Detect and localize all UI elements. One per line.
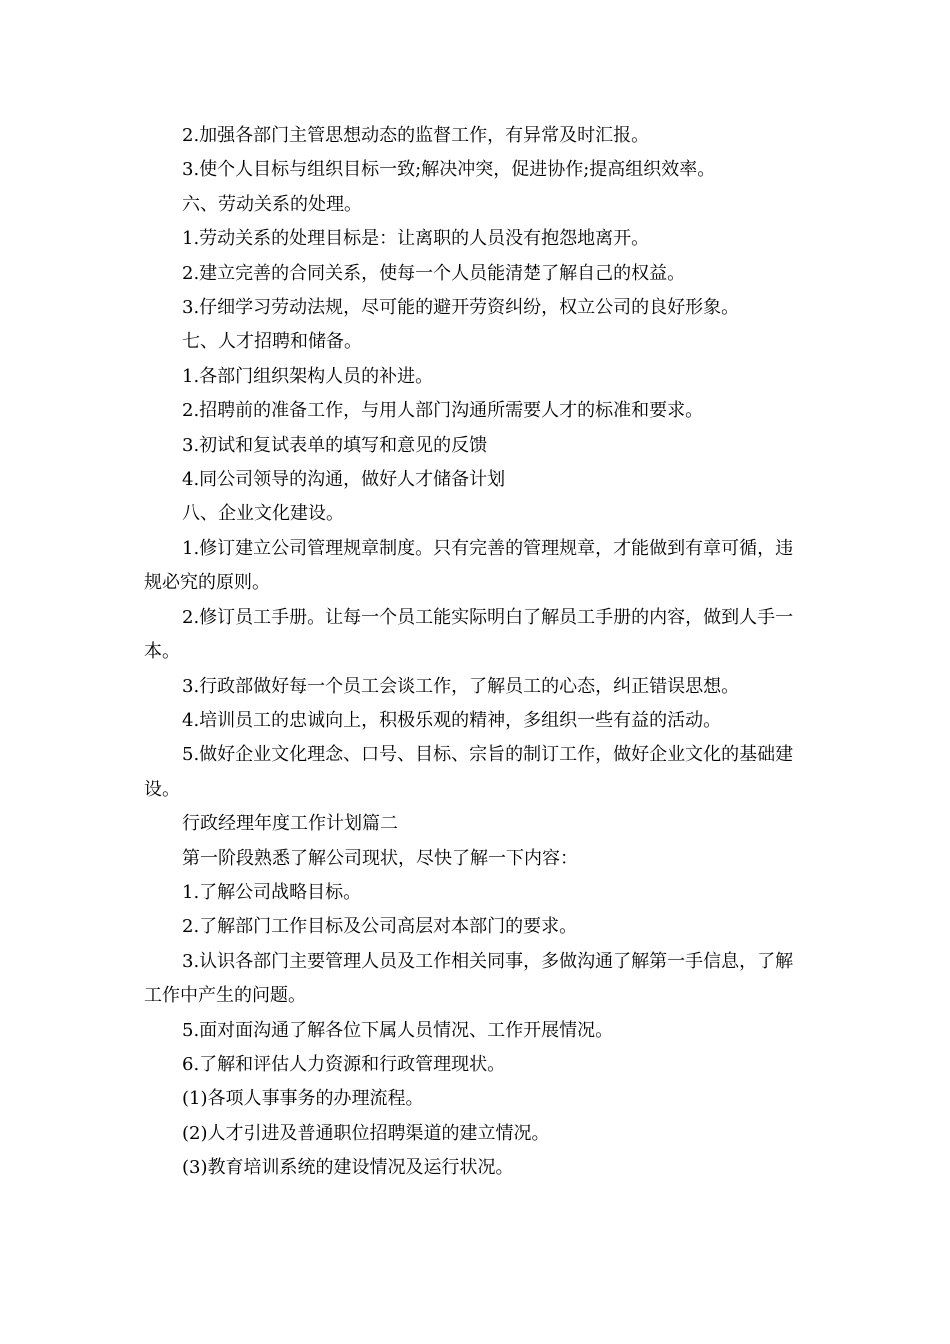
text-line: 3.初试和复试表单的填写和意见的反馈 xyxy=(182,434,488,456)
document-subtitle: 行政经理年度工作计划篇二 xyxy=(182,813,398,835)
text-line: (2)人才引进及普通职位招聘渠道的建立情况。 xyxy=(182,1122,550,1144)
paragraph: 5.做好企业文化理念、口号、目标、宗旨的制订工作，做好企业文化的基础建设。 xyxy=(144,744,794,800)
paragraph: 3.认识各部门主要管理人员及工作相关同事，多做沟通了解第一手信息，了解工作中产生的问题。 xyxy=(144,950,794,1007)
section-heading: 八、企业文化建设。 xyxy=(182,503,344,525)
section-heading: 六、劳动关系的处理。 xyxy=(182,193,362,215)
text-line: 1.劳动关系的处理目标是：让离职的人员没有抱怨地离开。 xyxy=(182,228,650,250)
text-line: (3)教育培训系统的建设情况及运行状况。 xyxy=(182,1157,514,1179)
text-line: 5.面对面沟通了解各位下属人员情况、工作开展情况。 xyxy=(182,1019,614,1041)
text-line: 3.仔细学习劳动法规，尽可能的避开劳资纠纷，权立公司的良好形象。 xyxy=(182,297,740,319)
text-line: 4.培训员工的忠诚向上，积极乐观的精神，多组织一些有益的活动。 xyxy=(182,709,722,731)
text-line: (1)各项人事事务的办理流程。 xyxy=(182,1088,424,1110)
paragraph: 2.修订员工手册。让每一个员工能实际明白了解员工手册的内容，做到人手一本。 xyxy=(144,606,794,663)
document-body xyxy=(144,119,804,1186)
text-line: 2.建立完善的合同关系，使每一个人员能清楚了解自己的权益。 xyxy=(182,262,686,284)
section-heading: 七、人才招聘和储备。 xyxy=(182,331,362,353)
text-line: 3.使个人目标与组织目标一致;解决冲突，促进协作;提高组织效率。 xyxy=(182,159,716,181)
text-line: 第一阶段熟悉了解公司现状，尽快了解一下内容： xyxy=(182,847,578,869)
text-line: 2.了解部门工作目标及公司高层对本部门的要求。 xyxy=(182,916,578,938)
text-line: 1.了解公司战略目标。 xyxy=(182,881,362,903)
paragraph: 1.修订建立公司管理规章制度。只有完善的管理规章，才能做到有章可循，违规必究的原则。 xyxy=(144,537,794,594)
text-line: 2.招聘前的准备工作，与用人部门沟通所需要人才的标准和要求。 xyxy=(182,400,704,422)
text-line: 1.各部门组织架构人员的补进。 xyxy=(182,365,434,387)
text-line: 3.行政部做好每一个员工会谈工作，了解员工的心态，纠正错误思想。 xyxy=(182,675,740,697)
text-line: 4.同公司领导的沟通，做好人才储备计划 xyxy=(182,469,506,491)
text-line: 6.了解和评估人力资源和行政管理现状。 xyxy=(182,1053,506,1075)
text-line: 2.加强各部门主管思想动态的监督工作，有异常及时汇报。 xyxy=(182,125,650,146)
